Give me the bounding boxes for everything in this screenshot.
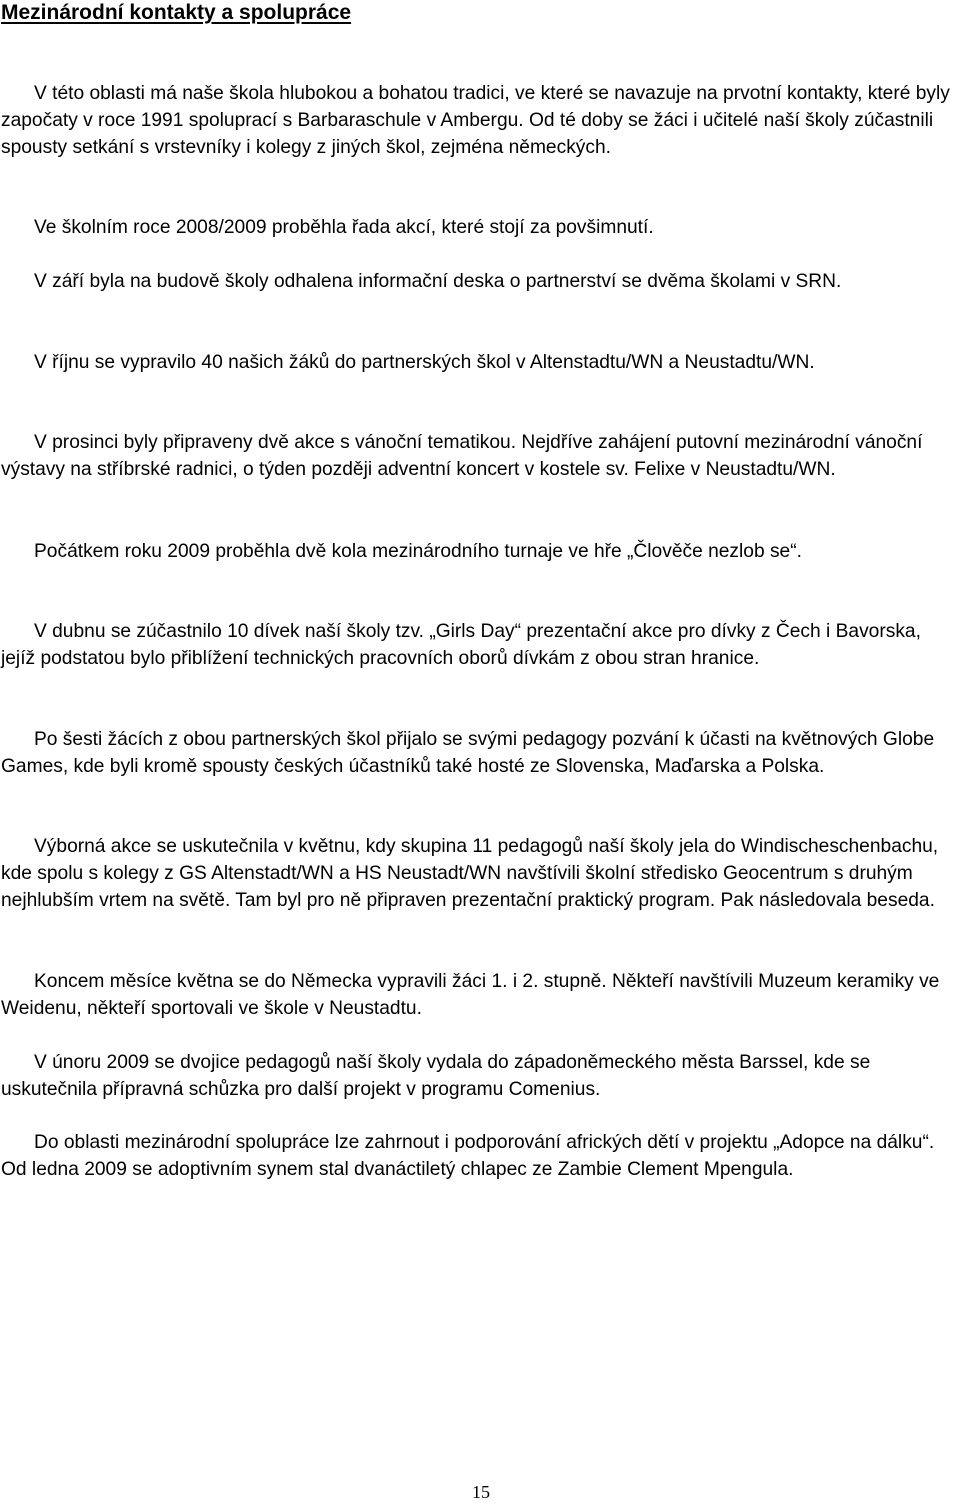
- paragraph-girls-day: V dubnu se zúčastnilo 10 dívek naší školy tzv. „Girls Day“ prezentační akce pro dívky z Čech i Bavorska, jejíž podstatou bylo přiblížení technických pracovních oborů dívkám z obou stran hranice.: [1, 621, 921, 669]
- paragraph-tournament: Počátkem roku 2009 proběhla dvě kola mezinárodního turnaje ve hře „Člověče nezlob se“.: [34, 541, 802, 562]
- paragraph-geocentrum: Výborná akce se uskutečnila v květnu, kdy skupina 11 pedagogů naší školy jela do Windischeschenbachu, kde spolu s kolegy z GS Altenstadt/WN a HS Neustadt/WN navštívili školní středisko Geocentrum s druhým nejhlubším vrtem na světě. Tam byl pro ně připraven prezentační praktický program. Pak následovala beseda.: [1, 836, 939, 911]
- paragraph-comenius: V únoru 2009 se dvojice pedagogů naší školy vydala do západoněmeckého města Barssel, kde se uskutečnila přípravná schůzka pro další projekt v programu Comenius.: [1, 1052, 871, 1100]
- paragraph-school-tradition: V této oblasti má naše škola hlubokou a bohatou tradici, ve které se navazuje na prvotní kontakty, které byly započaty v roce 1991 spoluprací s Barbaraschule v Ambergu. Od té doby se žáci i učitelé naší školy zúčastnili spousty setkání s vrstevníky i kolegy z jiných škol, zejména německých.: [1, 83, 950, 158]
- paragraph-adoption: Do oblasti mezinárodní spolupráce lze zahrnout i podporování afrických dětí v projektu „Adopce na dálku“. Od ledna 2009 se adoptivním synem stal dvanáctiletý chlapec ze Zambie Clement Mpengula.: [1, 1132, 935, 1180]
- paragraph-school-year-intro: Ve školním roce 2008/2009 proběhla řada akcí, které stojí za povšimnutí.: [34, 217, 654, 238]
- paragraph-october: V říjnu se vypravilo 40 našich žáků do partnerských škol v Altenstadtu/WN a Neustadtu/WN.: [34, 352, 815, 373]
- paragraph-may-trip: Koncem měsíce května se do Německa vypravili žáci 1. i 2. stupně. Někteří navštívili Muzeum keramiky ve Weidenu, někteří sportovali ve škole v Neustadtu.: [1, 971, 940, 1019]
- paragraph-december: V prosinci byly připraveny dvě akce s vánoční tematikou. Nejdříve zahájení putovní mezinárodní vánoční výstavy na stříbrské radnici, o týden později adventní koncert v kostele sv. Felixe v Neustadtu/WN.: [1, 432, 923, 480]
- paragraph-globe-games: Po šesti žácích z obou partnerských škol přijalo se svými pedagogy pozvání k účasti na květnových Globe Games, kde byli kromě spousty českých účastníků také hosté ze Slovenska, Maďarska a Polska.: [1, 729, 935, 777]
- page-title: Mezinárodní kontakty a spolupráce: [1, 1, 352, 24]
- paragraph-september: V září byla na budově školy odhalena informační deska o partnerství se dvěma školami v SRN.: [34, 271, 842, 292]
- page-number: 15: [472, 1482, 490, 1502]
